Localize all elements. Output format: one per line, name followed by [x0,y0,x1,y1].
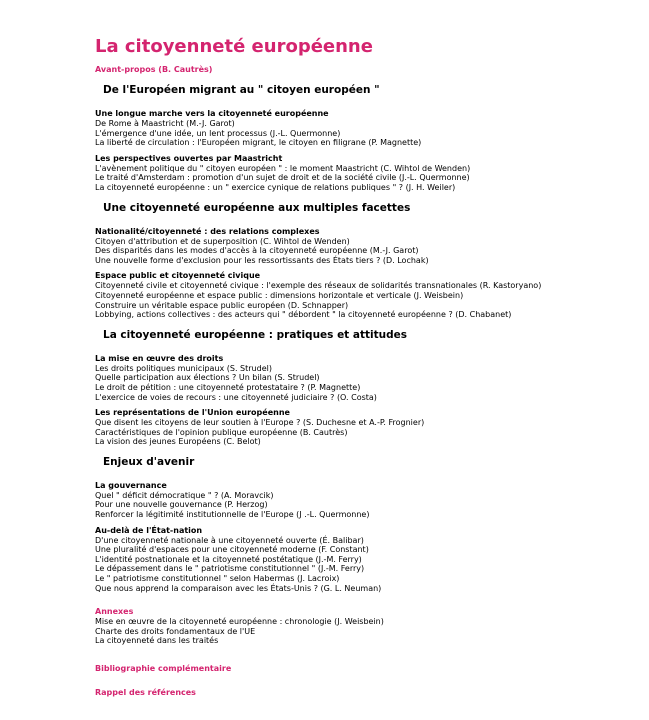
list-item[interactable]: Citoyenneté civile et citoyenneté civique : l'exemple des réseaux de solidarités transnationales (R. Kastoryano) [95,281,542,291]
part-3 [95,328,635,447]
list-item[interactable]: Mise en œuvre de la citoyenneté européenne : chronologie (J. Weisbein) [95,617,384,627]
list-item[interactable]: Une pluralité d'espaces pour une citoyenneté moderne (F. Constant) [95,545,369,555]
section-title: La mise en œuvre des droits [95,353,224,363]
list-item[interactable]: Renforcer la légitimité institutionnelle de l'Europe (J .-L. Quermonne) [95,510,370,520]
part-2 [95,201,635,320]
list-item[interactable]: La citoyenneté dans les traités [95,636,219,646]
list-item[interactable]: Les droits politiques municipaux (S. Strudel) [95,363,272,373]
list-item[interactable]: La liberté de circulation : l'Européen migrant, le citoyen en filigrane (P. Magnette) [95,138,422,148]
list-item[interactable]: Quel " déficit démocratique " ? (A. Moravcik) [95,490,274,500]
table-of-contents [95,36,635,698]
list-item[interactable]: Charte des droits fondamentaux de l'UE [95,626,256,636]
list-item[interactable]: Citoyen d'attribution et de superposition (C. Wihtol de Wenden) [95,236,350,246]
list-item[interactable]: De Rome à Maastricht (M.-J. Garot) [95,119,235,128]
list-item[interactable]: Le droit de pétition : une citoyenneté protestataire ? (P. Magnette) [95,382,361,392]
part-title: La citoyenneté européenne : pratiques et attitudes [103,328,407,341]
list-item[interactable]: Caractéristiques de l'opinion publique européenne (B. Cautrès) [95,427,348,437]
foreword-link[interactable]: Avant-propos (B. Cautrès) [95,65,213,74]
section-title: Au-delà de l'État-nation [95,525,203,535]
section-title: La gouvernance [95,480,167,490]
list-item[interactable]: D'une citoyenneté nationale à une citoyenneté ouverte (É. Balibar) [95,535,364,545]
list-item[interactable]: Une nouvelle forme d'exclusion pour les ressortissants des États tiers ? (D. Lochak) [95,255,429,265]
list-item[interactable]: La citoyenneté européenne : un " exercice cynique de relations publiques " ? (J. H. Weiler) [95,182,456,192]
annexes-title: Annexes [95,607,134,617]
list-item[interactable]: L'exercice de voies de recours : une citoyenneté judiciaire ? (O. Costa) [95,392,377,402]
bibliography-link[interactable]: Bibliographie complémentaire [95,664,232,673]
part-title: Une citoyenneté européenne aux multiples facettes [103,201,411,214]
list-item[interactable]: Le traité d'Amsterdam : promotion d'un sujet de droit et de la société civile (J.-L. Quermonne) [95,173,470,183]
list-item[interactable]: Citoyenneté européenne et espace public : dimensions horizontale et verticale (J. Weisbein) [95,290,464,300]
list-item[interactable]: Construire un véritable espace public européen (D. Schnapper) [95,300,349,310]
part-title: De l'Européen migrant au " citoyen européen " [103,84,380,96]
section-title: Espace public et citoyenneté civique [95,271,261,281]
list-item[interactable]: Que disent les citoyens de leur soutien à l'Europe ? (S. Duchesne et A.-P. Frognier) [95,418,425,428]
list-item[interactable]: L'identité postnationale et la citoyenneté postétatique (J.-M. Ferry) [95,554,362,564]
section-title: Nationalité/citoyenneté : des relations complexes [95,226,320,236]
section-title: Une longue marche vers la citoyenneté européenne [95,109,329,118]
list-item[interactable]: Quelle participation aux élections ? Un bilan (S. Strudel) [95,373,320,383]
list-item[interactable]: L'avènement politique du " citoyen européen " : le moment Maastricht (C. Wihtol de Wenden) [95,163,471,173]
annexes [95,607,635,646]
list-item[interactable]: La vision des jeunes Européens (C. Belot) [95,437,261,447]
list-item[interactable]: Le dépassement dans le " patriotisme constitutionnel " (J.-M. Ferry) [95,564,365,574]
list-item[interactable]: L'émergence d'une idée, un lent processus (J.-L. Quermonne) [95,128,341,138]
list-item[interactable]: Pour une nouvelle gouvernance (P. Herzog) [95,500,268,510]
list-item[interactable]: Le " patriotisme constitutionnel " selon Habermas (J. Lacroix) [95,574,340,584]
references-link[interactable]: Rappel des références [95,688,196,697]
part-4 [95,455,635,593]
list-item[interactable]: Des disparités dans les modes d'accès à la citoyenneté européenne (M.-J. Garot) [95,246,419,256]
part-1 [95,83,635,193]
list-item[interactable]: Lobbying, actions collectives : des acteurs qui " débordent " la citoyenneté européenne ? (D. Chabanet) [95,310,512,320]
list-item[interactable]: Que nous apprend la comparaison avec les États-Unis ? (G. L. Neuman) [95,583,382,593]
section-title: Les perspectives ouvertes par Maastricht [95,153,283,163]
page-title: La citoyenneté européenne [95,36,373,57]
part-title: Enjeux d'avenir [103,455,195,468]
section-title: Les représentations de l'Union européenne [95,408,290,418]
